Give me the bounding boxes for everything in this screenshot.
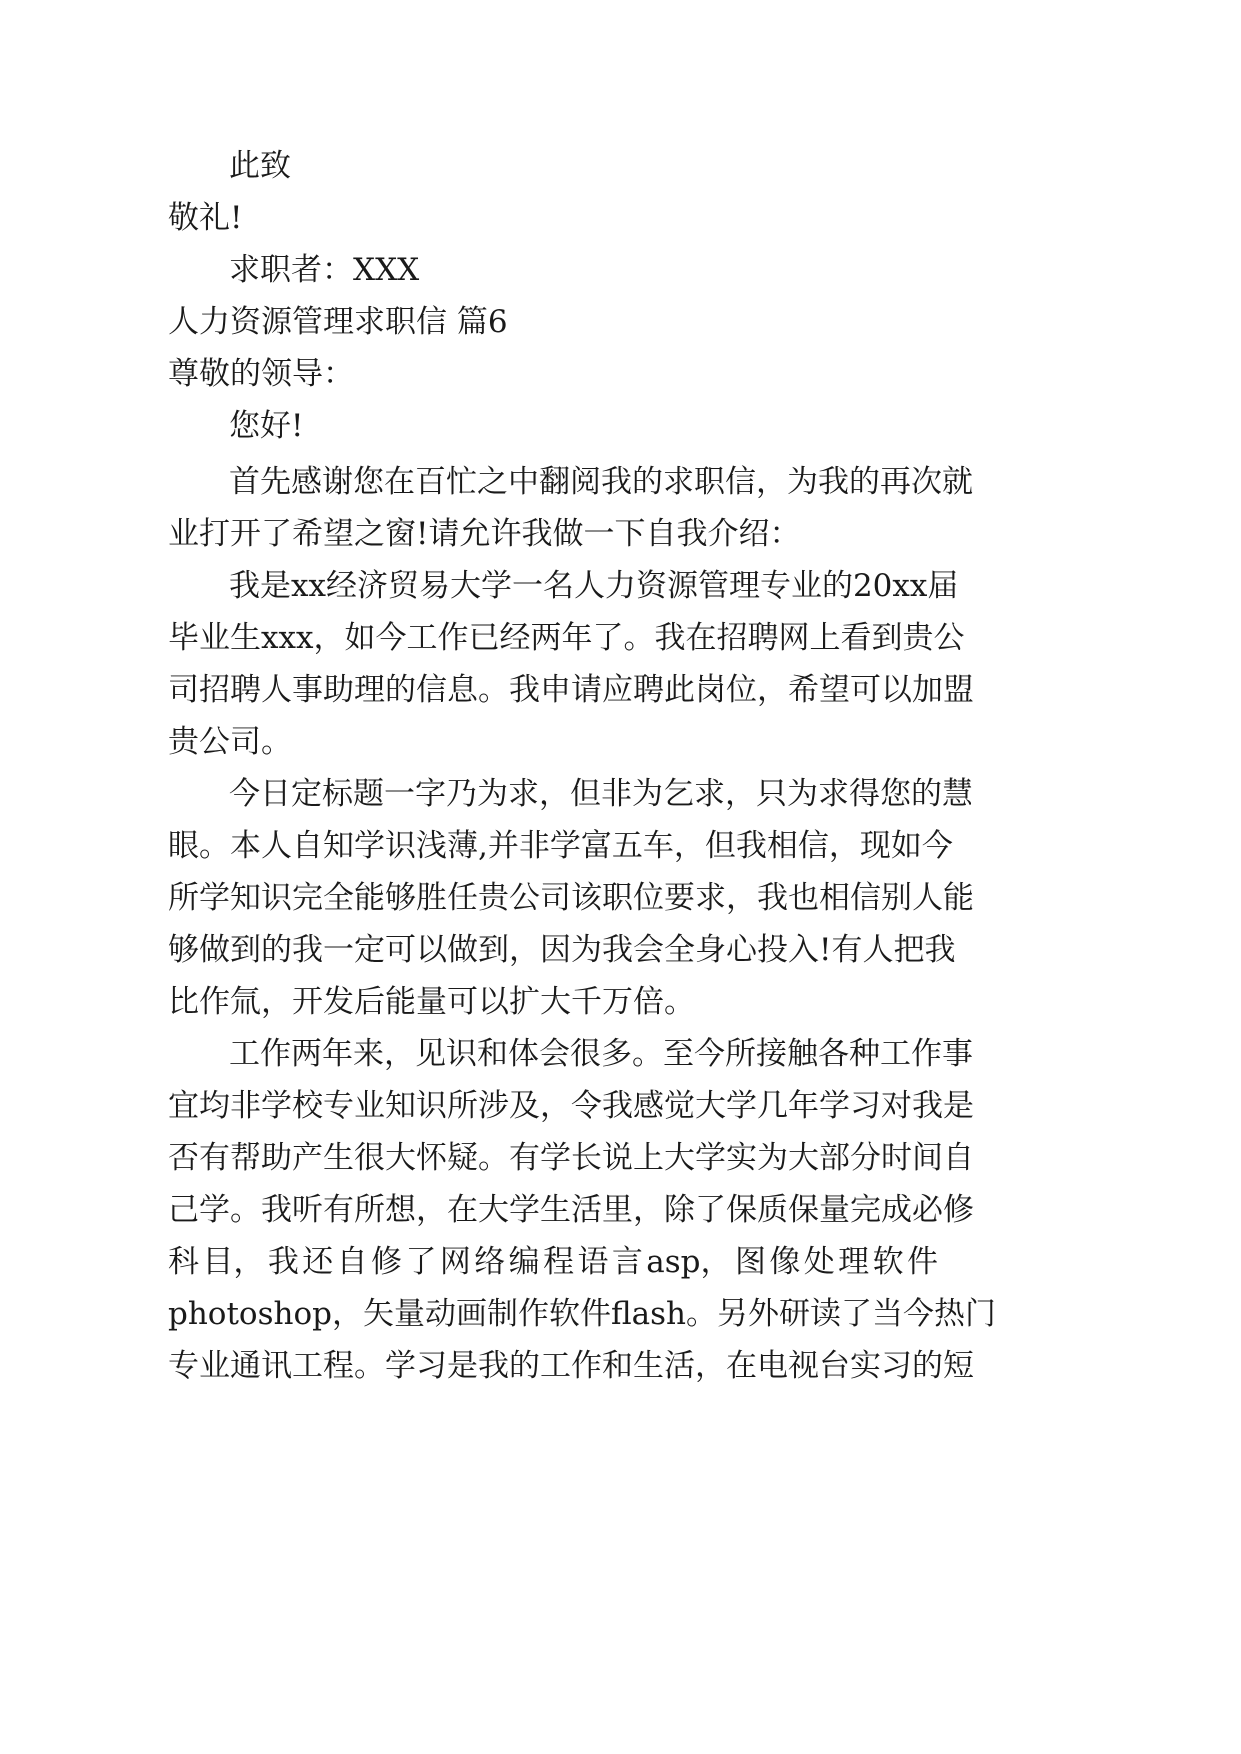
paragraph-line: 所学知识完全能够胜任贵公司该职位要求，我也相信别人能 — [168, 880, 974, 916]
line-segment: 理 — [838, 1244, 870, 1280]
line-segment: 像 — [769, 1244, 801, 1280]
paragraph-line: 宜均非学校专业知识所涉及，令我感觉大学几年学习对我是 — [168, 1088, 974, 1124]
line-segment: 处 — [803, 1244, 835, 1280]
line-segment: 目， — [202, 1244, 265, 1280]
line-segment: 科 — [168, 1244, 199, 1280]
line-segment: 言 — [611, 1244, 643, 1280]
line-segment: 编 — [508, 1244, 540, 1280]
line-segment: 网 — [439, 1244, 471, 1280]
signature: 求职者：XXX — [229, 252, 420, 288]
paragraph-line: 司招聘人事助理的信息。我申请应聘此岗位，希望可以加盟 — [168, 672, 974, 708]
closing-salutation: 此致 — [229, 148, 291, 184]
line-segment: 还 — [302, 1244, 334, 1280]
line-segment: 自 — [336, 1244, 368, 1280]
paragraph-line: 贵公司。 — [168, 724, 292, 760]
line-segment: 我 — [267, 1244, 299, 1280]
line-segment: 件 — [906, 1244, 938, 1280]
line-segment: asp， — [646, 1244, 732, 1280]
line-segment: 了 — [405, 1244, 437, 1280]
paragraph-line: 毕业生xxx，如今工作已经两年了。我在招聘网上看到贵公 — [168, 620, 965, 656]
paragraph-line: 眼。本人自知学识浅薄,并非学富五车，但我相信，现如今 — [168, 828, 953, 864]
line-segment: 络 — [474, 1244, 506, 1280]
paragraph-line: 否有帮助产生很大怀疑。有学长说上大学实为大部分时间自 — [168, 1140, 974, 1176]
line-segment: 修 — [371, 1244, 403, 1280]
paragraph-line: 我是xx经济贸易大学一名人力资源管理专业的20xx届 — [229, 568, 959, 604]
closing-respect: 敬礼! — [168, 200, 243, 236]
paragraph-line-justified — [168, 1242, 938, 1282]
paragraph-line: 己学。我听有所想，在大学生活里，除了保质保量完成必修 — [168, 1192, 974, 1228]
paragraph-line: photoshop，矢量动画制作软件flash。另外研读了当今热门 — [168, 1296, 997, 1332]
line-segment: 程 — [543, 1244, 575, 1280]
line-segment: 语 — [577, 1244, 609, 1280]
greeting-hello: 您好! — [229, 408, 304, 444]
greeting-to: 尊敬的领导： — [168, 356, 354, 392]
section-title: 人力资源管理求职信 篇6 — [168, 304, 508, 340]
paragraph-line: 首先感谢您在百忙之中翻阅我的求职信，为我的再次就 — [229, 464, 973, 500]
line-segment: 图 — [734, 1244, 766, 1280]
paragraph-line: 比作氚，开发后能量可以扩大千万倍。 — [168, 984, 695, 1020]
paragraph-line: 工作两年来，见识和体会很多。至今所接触各种工作事 — [229, 1036, 973, 1072]
paragraph-line: 今日定标题一字乃为求，但非为乞求，只为求得您的慧 — [229, 776, 973, 812]
paragraph-line: 够做到的我一定可以做到，因为我会全身心投入!有人把我 — [168, 932, 956, 968]
paragraph-line: 业打开了希望之窗!请允许我做一下自我介绍： — [168, 516, 801, 552]
line-segment: 软 — [872, 1244, 904, 1280]
paragraph-line: 专业通讯工程。学习是我的工作和生活，在电视台实习的短 — [168, 1348, 974, 1384]
